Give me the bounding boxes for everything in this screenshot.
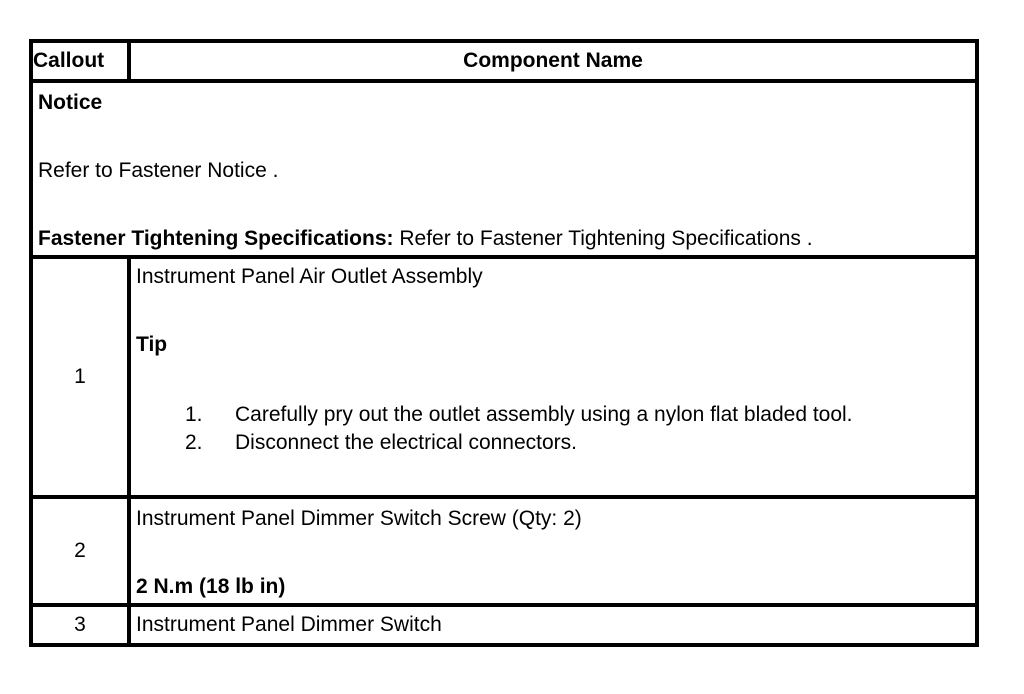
component-name: Instrument Panel Dimmer Switch Screw (Qty: 2) bbox=[136, 507, 582, 530]
component-name: Instrument Panel Air Outlet Assembly bbox=[136, 265, 483, 288]
callout-number: 2 bbox=[31, 497, 129, 605]
notice-title: Notice bbox=[38, 91, 103, 114]
tightening-spec-text: Refer to Fastener Tightening Specifications . bbox=[393, 227, 813, 250]
tip-step bbox=[136, 401, 975, 429]
tip-title: Tip bbox=[136, 333, 168, 356]
step-number: 2. bbox=[185, 431, 203, 454]
component-table bbox=[29, 39, 979, 647]
tip-step bbox=[136, 429, 975, 457]
component-name-header: Component Name bbox=[129, 41, 977, 81]
fastener-notice-text: Refer to Fastener Notice . bbox=[38, 159, 279, 182]
component-cell bbox=[129, 257, 977, 497]
torque-spec: 2 N.m (18 lb in) bbox=[136, 575, 286, 598]
notice-cell bbox=[31, 81, 977, 257]
component-cell bbox=[129, 605, 977, 645]
tightening-spec-label: Fastener Tightening Specifications: bbox=[38, 227, 394, 250]
header-row bbox=[31, 41, 977, 81]
table-row bbox=[31, 605, 977, 645]
table-row bbox=[31, 497, 977, 605]
step-number: 1. bbox=[185, 403, 203, 426]
callout-header: Callout bbox=[31, 41, 129, 81]
table-row bbox=[31, 257, 977, 497]
callout-number: 3 bbox=[31, 605, 129, 645]
component-name: Instrument Panel Dimmer Switch bbox=[136, 613, 442, 636]
tip-steps bbox=[136, 401, 975, 457]
tightening-spec-line bbox=[38, 227, 975, 251]
callout-number: 1 bbox=[31, 257, 129, 497]
step-text: Disconnect the electrical connectors. bbox=[235, 431, 577, 454]
component-cell bbox=[129, 497, 977, 605]
step-text: Carefully pry out the outlet assembly using a nylon flat bladed tool. bbox=[235, 403, 853, 426]
notice-row bbox=[31, 81, 977, 257]
